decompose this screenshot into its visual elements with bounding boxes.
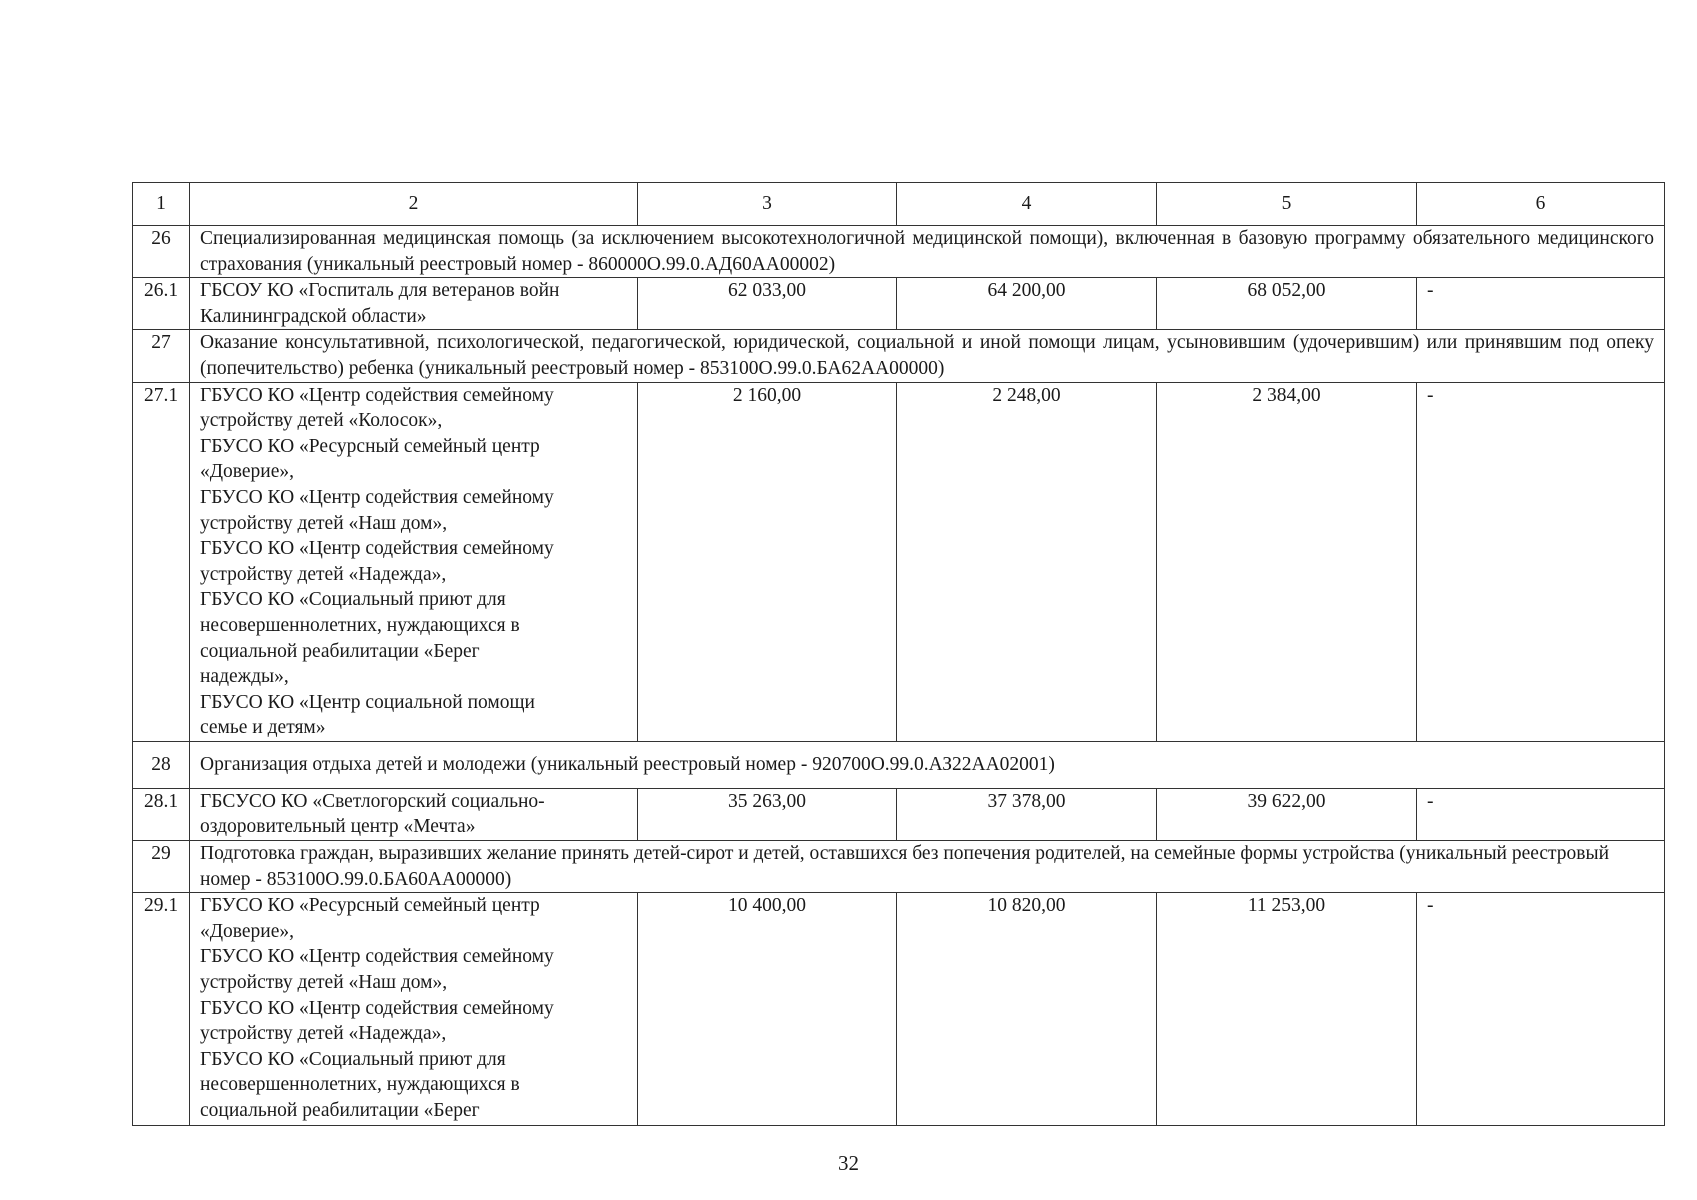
value-col6: - — [1417, 788, 1665, 840]
row-number: 26.1 — [133, 278, 190, 330]
value-col3: 10 400,00 — [638, 893, 897, 1126]
header-cell: 4 — [897, 183, 1157, 226]
header-cell: 1 — [133, 183, 190, 226]
organization-line: «Доверие», — [200, 920, 295, 942]
value-col4: 64 200,00 — [897, 278, 1157, 330]
organization-line: устройству детей «Наш дом», — [200, 512, 448, 534]
section-description: Подготовка граждан, выразивших желание принять детей-сирот и детей, оставшихся без попечения родителей, на семейные формы устройства (уникальный реестровый номер - 853100О.99.0.БА60АА00000) — [190, 841, 1665, 893]
value-col4: 2 248,00 — [897, 382, 1157, 741]
organization-cell — [190, 893, 638, 1126]
organization-line: надежды», — [200, 666, 289, 688]
section-description: Специализированная медицинская помощь (за исключением высокотехнологичной медицинской помощи), включенная в базовую программу обязательного медицинского страхования (уникальный реестровый номер - 860000О.99.0.АД60АА00002) — [190, 226, 1665, 278]
table-header-row — [133, 183, 1665, 226]
table-row — [133, 788, 1665, 840]
section-description: Оказание консультативной, психологической, педагогической, юридической, социальной и иной помощи лицам, усыновившим (удочерившим) или принявшим под опеку (попечительство) ребенка (уникальный реестровый номер - 853100О.99.0.БА62АА00000) — [190, 330, 1665, 382]
organization-line: ГБУСО КО «Центр содействия семейному — [200, 384, 554, 406]
organization-cell — [190, 382, 638, 741]
section-row — [133, 226, 1665, 278]
row-number: 27 — [133, 330, 190, 382]
section-row — [133, 330, 1665, 382]
table-row — [133, 382, 1665, 741]
organization-line: семье и детям» — [200, 717, 326, 739]
organization-cell — [190, 788, 638, 840]
organization-line: устройству детей «Надежда», — [200, 1023, 447, 1045]
organization-line: ГБУСО КО «Социальный приют для — [200, 1048, 506, 1070]
value-col6: - — [1417, 382, 1665, 741]
organization-line: устройству детей «Наш дом», — [200, 972, 448, 994]
header-cell: 6 — [1417, 183, 1665, 226]
organization-line: ГБУСО КО «Центр социальной помощи — [200, 691, 535, 713]
organization-line: ГБСОУ КО «Госпиталь для ветеранов войн — [200, 280, 560, 302]
table-row — [133, 893, 1665, 1126]
value-col5: 11 253,00 — [1157, 893, 1417, 1126]
organization-line: ГБУСО КО «Центр содействия семейному — [200, 997, 554, 1019]
section-row — [133, 741, 1665, 788]
value-col5: 39 622,00 — [1157, 788, 1417, 840]
value-col3: 2 160,00 — [638, 382, 897, 741]
row-number: 27.1 — [133, 382, 190, 741]
organization-line: «Доверие», — [200, 461, 295, 483]
value-col5: 2 384,00 — [1157, 382, 1417, 741]
organization-line: ГБУСО КО «Социальный приют для — [200, 589, 506, 611]
table-row — [133, 278, 1665, 330]
section-description: Организация отдыха детей и молодежи (уникальный реестровый номер - 920700О.99.0.АЗ22АА02001) — [190, 741, 1665, 788]
organization-line: Калининградской области» — [200, 305, 427, 327]
organization-line: устройству детей «Надежда», — [200, 563, 447, 585]
section-row — [133, 841, 1665, 893]
value-col6: - — [1417, 893, 1665, 1126]
header-cell: 3 — [638, 183, 897, 226]
organization-cell — [190, 278, 638, 330]
value-col6: - — [1417, 278, 1665, 330]
page-number: 32 — [838, 1151, 859, 1175]
value-col4: 10 820,00 — [897, 893, 1157, 1126]
organization-line: оздоровительный центр «Мечта» — [200, 816, 476, 838]
row-number: 28.1 — [133, 788, 190, 840]
organization-line: социальной реабилитации «Берег — [200, 640, 480, 662]
organization-line: несовершеннолетних, нуждающихся в — [200, 614, 520, 636]
organization-line: ГБСУСО КО «Светлогорский социально- — [200, 790, 545, 812]
value-col3: 62 033,00 — [638, 278, 897, 330]
header-cell: 5 — [1157, 183, 1417, 226]
row-number: 29 — [133, 841, 190, 893]
organization-line: социальной реабилитации «Берег — [200, 1100, 480, 1121]
organization-line: ГБУСО КО «Ресурсный семейный центр — [200, 895, 540, 917]
organization-line: несовершеннолетних, нуждающихся в — [200, 1074, 520, 1096]
value-col5: 68 052,00 — [1157, 278, 1417, 330]
value-col4: 37 378,00 — [897, 788, 1157, 840]
organization-line: ГБУСО КО «Ресурсный семейный центр — [200, 435, 540, 457]
row-number: 26 — [133, 226, 190, 278]
organization-line: ГБУСО КО «Центр содействия семейному — [200, 486, 554, 508]
organization-line: ГБУСО КО «Центр содействия семейному — [200, 538, 554, 560]
organization-line: ГБУСО КО «Центр содействия семейному — [200, 946, 554, 968]
row-number: 29.1 — [133, 893, 190, 1126]
tariff-table — [132, 182, 1665, 1126]
organization-line: устройству детей «Колосок», — [200, 410, 443, 432]
row-number: 28 — [133, 741, 190, 788]
value-col3: 35 263,00 — [638, 788, 897, 840]
header-cell: 2 — [190, 183, 638, 226]
